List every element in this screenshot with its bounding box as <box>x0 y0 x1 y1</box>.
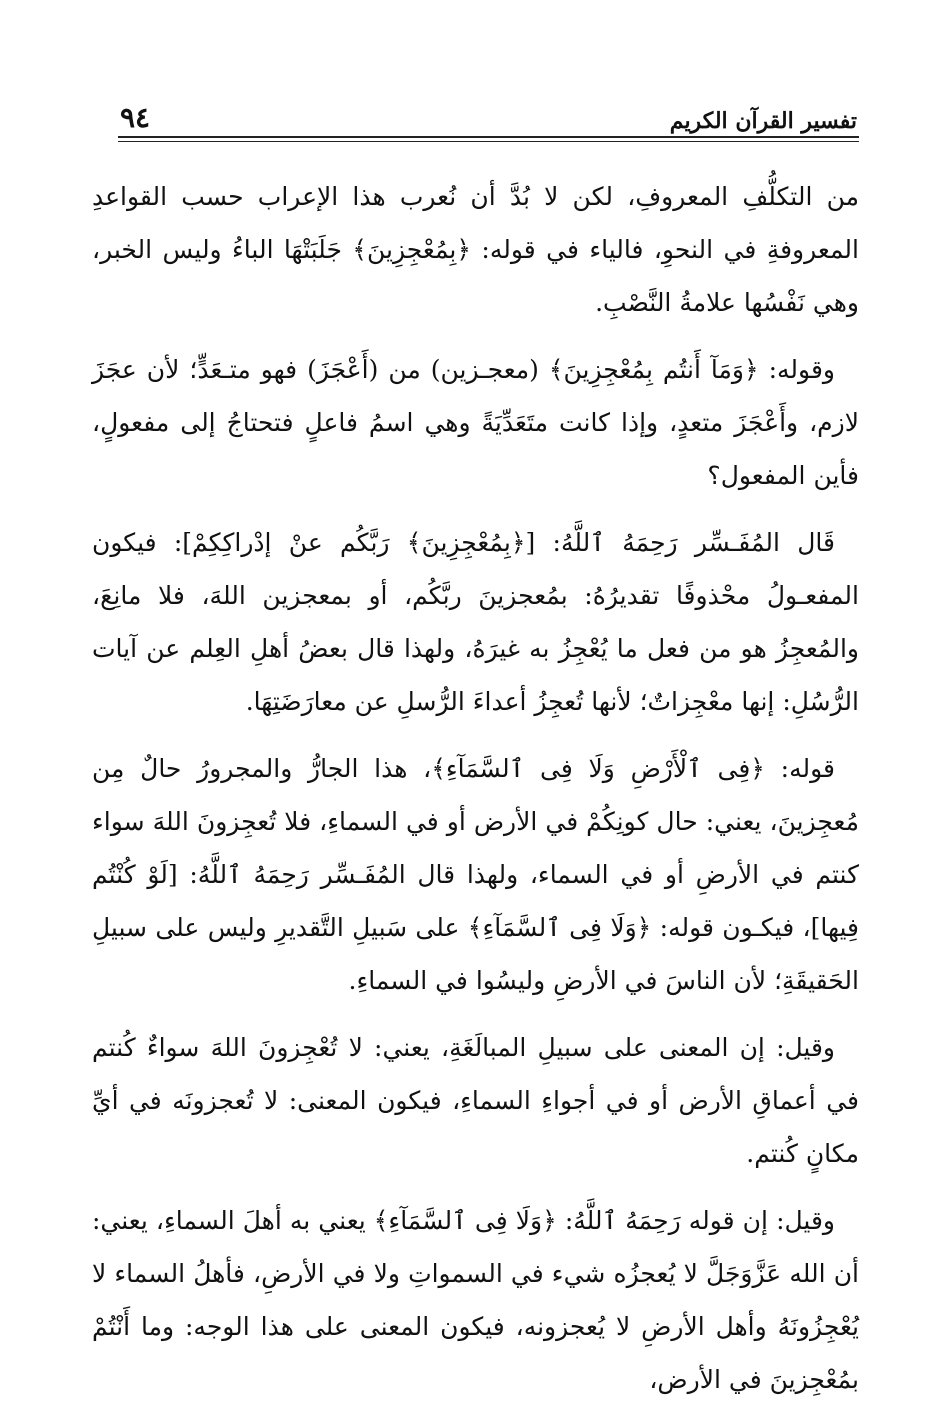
book-title: تفسير القرآن الكريم <box>669 108 857 134</box>
paragraph: وقيل: إن قوله رَحِمَهُ ٱللَّهُ: ﴿وَلَا فِى ٱلسَّمَآءِ﴾ يعني به أهلَ السماءِ، يعني: أن الله عَزَّوَجَلَّ لا يُعجزُه شيء في السمواتِ ولا في الأرضِ، فأهلُ السماء لا يُعْجِزُونَهُ وأهل الأرضِ لا يُعجزونه، فيكون المعنى على هذا الوجه: وما أَنْتُمْ بمُعْجِزينَ في الأرض، <box>92 1206 859 1394</box>
paragraph: وقيل: إن المعنى على سبيلِ المبالَغَةِ، يعني: لا تُعْجِزونَ اللهَ سواءٌ كُنتم في أعماقِ الأرض أو في أجواءِ السماءِ، فيكون المعنى: لا تُعجزونَه في أيِّ مكانٍ كُنتم. <box>92 1033 859 1168</box>
paragraph: من التكلُّفِ المعروفِ، لكن لا بُدَّ أن نُعرب هذا الإعراب حسب القواعدِ المعروفةِ في النحوِ، فالياء في قوله: ﴿بِمُعْجِزِينَ﴾ جَلَبَتْهَا الباءُ وليس الخبر، وهي نَفْسُها علامةُ النَّصْبِ. <box>92 182 859 317</box>
paragraph: قَال المُفَـسِّر رَحِمَهُ ٱللَّهُ: [﴿بِمُعْجِزِينَ﴾ رَبَّكُم عنْ إدْراكِكِمْ]: فيكون المفعـولُ محْذوفًا تقديرُهُ: بمُعجزينَ ربَّكُم، أو بمعجزين اللهَ، فلا مانِعَ، والمُعجِزُ هو من فعل ما يُعْجِزُ به غيرَهُ، ولهذا قال بعضُ أهلِ العِلم عن آيات الرُّسُلِ: إنها معْجِزاتٌ؛ لأنها تُعجِزُ أعداءَ الرُّسلِ عن معارَضَتِهَا. <box>92 528 859 716</box>
page-body <box>92 170 859 1420</box>
page-number: ٩٤ <box>120 101 151 134</box>
paragraph: وقوله: ﴿وَمَآ أَنتُم بِمُعْجِزِينَ﴾ (معجـزين) من (أَعْجَزَ) فهو متـعَدٍّ؛ لأن عجَزَ لازم، وأَعْجَزَ متعدٍ، وإذا كانت متَعَدِّيَةً وهي اسمُ فاعلٍ فتحتاجُ إلى مفعولٍ، فأين المفعول؟ <box>92 355 859 490</box>
page-header <box>120 96 857 132</box>
header-divider <box>118 136 859 142</box>
paragraph: قوله: ﴿فِى ٱلْأَرْضِ وَلَا فِى ٱلسَّمَآءِ﴾، هذا الجارُّ والمجرورُ حالٌ مِن مُعجِزينَ، يعني: حال كونِكُمْ في الأرض أو في السماءِ، فلا تُعجِزونَ اللهَ سواء كنتم في الأرضِ أو في السماء، ولهذا قال المُفَـسِّر رَحِمَهُ ٱللَّهُ: [لَوْ كُنْتُم فِيها]، فيكـون قوله: ﴿وَلَا فِى ٱلسَّمَآءِ﴾ على سَبيلِ التَّقديرِ وليس على سبيلِ الحَقيقَةِ؛ لأن الناسَ في الأرضِ وليسُوا في السماءِ. <box>92 754 859 995</box>
